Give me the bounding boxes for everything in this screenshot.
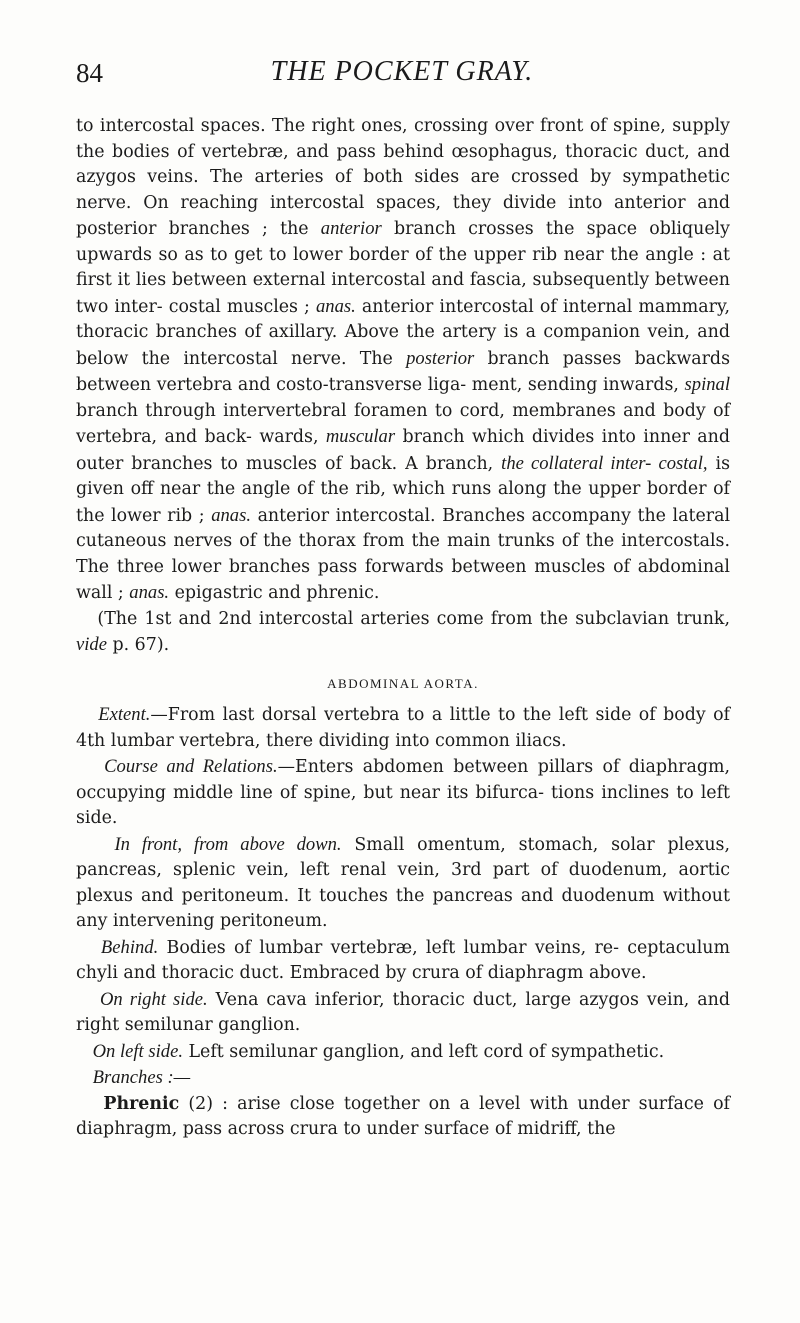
term-course-relations: Course and Relations. bbox=[104, 756, 278, 777]
book-title: THE POCKET GRAY. bbox=[270, 56, 534, 87]
term-anas: anas. bbox=[315, 295, 356, 317]
body-text bbox=[76, 114, 730, 1143]
term-extent: Extent. bbox=[98, 704, 151, 725]
term-spinal: spinal bbox=[684, 374, 730, 395]
term-left-side: On left side. bbox=[92, 1040, 183, 1062]
term-posterior: posterior bbox=[406, 347, 475, 369]
text-run: (The 1st and 2nd intercostal arteries come from the subclavian trunk, bbox=[97, 608, 730, 629]
text-run: branch through intervertebral foramen to cord, membranes and body of vertebra, and back- wards, bbox=[76, 400, 730, 447]
page-number: 84 bbox=[76, 58, 103, 88]
paragraph-extent bbox=[76, 702, 730, 754]
text-run: Bodies of lumbar vertebræ, left lumbar veins, re- ceptaculum chyli and thoracic duct. Embraced by crura of diaphragm above. bbox=[76, 937, 730, 983]
term-anas: anas. bbox=[129, 582, 170, 603]
term-behind: Behind. bbox=[100, 936, 159, 958]
text-run: is given off near the angle of the rib, which runs along the upper border of the lower rib ; bbox=[76, 453, 730, 526]
text-run: epigastric and phrenic. bbox=[169, 583, 380, 603]
text-run: branch crosses the space obliquely upwards so as to get to lower border of the upper rib near the angle : at first it lies between external intercostal and fascia, subsequently between two inter- costal muscles ; bbox=[76, 219, 730, 317]
paragraph-course-relations bbox=[76, 754, 730, 832]
text-run: (2) : arise close together on a level with under surface of diaphragm, pass across crura to under surface of midriff, the bbox=[76, 1093, 730, 1139]
term-anas: anas. bbox=[211, 504, 251, 526]
term-collateral-intercostal: the collateral inter- costal, bbox=[501, 452, 708, 474]
text-run: branch which divides into inner and outer branches to muscles of back. A branch, bbox=[76, 427, 730, 474]
text-run: Left semilunar ganglion, and left cord of sympathetic. bbox=[182, 1041, 665, 1062]
term-muscular: muscular bbox=[325, 426, 396, 447]
paragraph-in-front bbox=[76, 832, 730, 935]
term-in-front: In front, from above down. bbox=[114, 833, 342, 855]
section-heading: ABDOMINAL AORTA. bbox=[327, 675, 479, 691]
paragraph-first-intercostals bbox=[76, 607, 730, 659]
term-right-side: On right side. bbox=[99, 988, 208, 1010]
paragraph-intercostal-arteries bbox=[76, 114, 730, 607]
paragraph-branches bbox=[76, 1065, 730, 1092]
term-vide: vide bbox=[76, 634, 107, 655]
text-run: Small omentum, stomach, solar plexus, pancreas, splenic vein, left renal vein, 3rd part of duodenum, aortic plexus and peritoneum. It touches the pancreas and duodenum without any intervening peritoneum. bbox=[76, 834, 730, 931]
text-run: anterior intercostal of internal mammary, thoracic branches of axillary. Above the artery is a companion vein, and below the intercostal nerve. The bbox=[76, 296, 730, 369]
paragraph-right-side bbox=[76, 987, 730, 1039]
text-run: Vena cava inferior, thoracic duct, large azygos vein, and right semilunar ganglion. bbox=[76, 989, 730, 1035]
text-run: branch passes backwards between vertebra and costo-transverse liga- ment, sending inwards, bbox=[76, 348, 730, 395]
paragraph-left-side bbox=[76, 1039, 730, 1066]
text-run: —From last dorsal vertebra to a little to the left side of body of 4th lumbar vertebra, there dividing into common iliacs. bbox=[76, 705, 730, 751]
text-run: anterior intercostal. Branches accompany the lateral cutaneous nerves of the thorax from the main trunks of the intercostals. The three lower branches pass forwards between muscles of abdominal wall ; bbox=[76, 505, 731, 603]
paragraph-phrenic bbox=[76, 1092, 730, 1143]
text-run: to intercostal spaces. The right ones, crossing over front of spine, supply the bodies of vertebræ, and pass behind œsophagus, thoracic duct, and azygos veins. The arteries of both sides are crossed by sympathetic nerve. On reaching intercostal spaces, they divide into anterior and posterior branches ; the bbox=[76, 116, 730, 239]
running-head bbox=[76, 52, 728, 86]
paragraph-behind bbox=[76, 935, 730, 987]
term-phrenic: Phrenic bbox=[103, 1093, 180, 1114]
text-run: p. 67). bbox=[106, 635, 170, 655]
term-anterior: anterior bbox=[320, 218, 382, 239]
term-branches: Branches :— bbox=[92, 1067, 191, 1088]
text-run: —Enters abdomen between pillars of diaphragm, occupying middle line of spine, but near its bifurca- tions inclines to left side. bbox=[76, 757, 730, 828]
